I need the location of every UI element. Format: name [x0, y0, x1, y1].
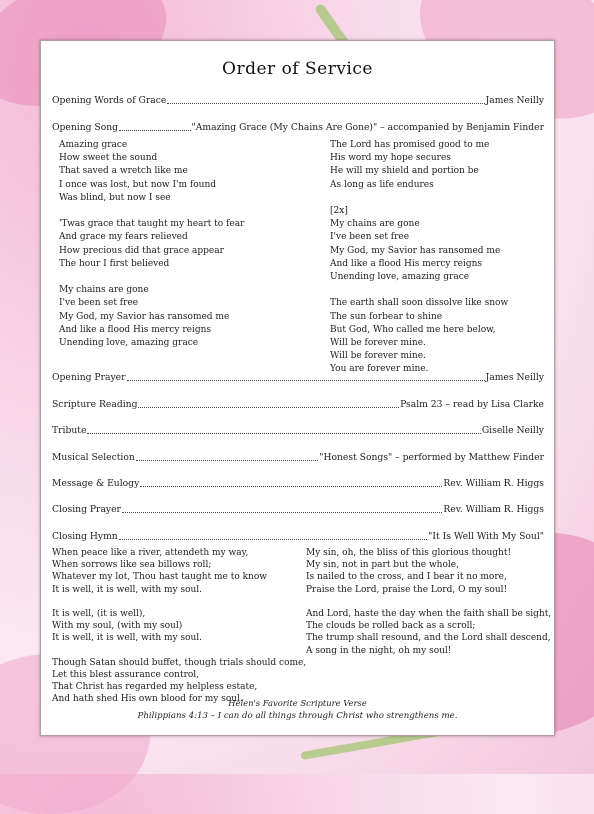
program-item-detail: James Neilly: [485, 372, 544, 383]
program-item-musical-selection: [52, 452, 544, 464]
hymn-lyrics-left: When peace like a river, attendeth my way, When sorrows like sea billows roll; Whatever my lot, Thou hast taught me to know It is well, it is well, with my soul. It is well, (it is well), With my soul, (with my soul) It is well, it is well, with my soul. Though Satan should buffet, though trials should come, Let this blest assurance control, That Christ has regarded my helpless estate, And hath shed His own blood for my soul.: [52, 548, 307, 705]
song-lyrics-right: The Lord has promised good to me His word my hope secures He will my shield and portion be As long as life endures [2x] My chains are gone I've been set free My God, my Savior has ransomed me And like a flood His mercy reigns Unending love, amazing grace The earth shall soon dissolve like snow The sun forbear to shine But God, Who called me here below, Will be forever mine. Will be forever mine. You are forever mine.: [330, 140, 509, 375]
program-item-detail: Rev. William R. Higgs: [443, 478, 544, 489]
dot-leader: [87, 433, 480, 434]
program-item-detail: Psalm 23 – read by Lisa Clarke: [400, 399, 544, 410]
program-item-detail: "Honest Songs" – performed by Matthew Finder: [319, 452, 544, 463]
program-item-scripture-reading: [52, 399, 544, 411]
dot-leader: [127, 380, 485, 381]
program-item-opening-words: [52, 95, 544, 107]
program-item-label: Closing Prayer: [52, 504, 121, 515]
program-item-closing-prayer: [52, 504, 544, 516]
program-item-label: Closing Hymn: [52, 531, 118, 542]
dot-leader: [136, 460, 318, 461]
favorite-verse: Philippians 4:13 – I can do all things through Christ who strengthens me.: [137, 711, 458, 721]
program-item-label: Musical Selection: [52, 452, 135, 463]
program-item-label: Opening Words of Grace: [52, 95, 167, 106]
dot-leader: [138, 407, 399, 408]
program-page: [40, 40, 555, 736]
program-item-detail: James Neilly: [485, 95, 544, 106]
program-item-detail: Rev. William R. Higgs: [443, 504, 544, 515]
dot-leader: [167, 103, 484, 104]
program-item-message-eulogy: [52, 478, 544, 490]
program-item-label: Message & Eulogy: [52, 478, 140, 489]
dot-leader: [140, 486, 442, 487]
program-item-detail: "Amazing Grace (My Chains Are Gone)" – accompanied by Benjamin Finder: [191, 122, 544, 133]
program-item-opening-prayer: [52, 372, 544, 384]
program-item-detail: Giselle Neilly: [481, 425, 544, 436]
program-item-label: Opening Song: [52, 122, 119, 133]
dot-leader: [119, 539, 427, 540]
favorite-verse-title: Helen's Favorite Scripture Verse: [228, 698, 367, 708]
program-item-opening-song: [52, 122, 544, 134]
hymn-lyrics-right: My sin, oh, the bliss of this glorious thought! My sin, not in part but the whole, Is nailed to the cross, and I bear it no more, Praise the Lord, praise the Lord, O my soul! And Lord, haste the day when the faith shall be sight, The clouds be rolled back as a scroll; The trump shall resound, and the Lord shall descend, A song in the night, oh my soul!: [306, 548, 552, 656]
program-item-label: Scripture Reading: [52, 399, 138, 410]
program-item-detail: "It Is Well With My Soul": [428, 531, 544, 542]
song-lyrics-left: Amazing grace How sweet the sound That saved a wretch like me I once was lost, but now I'm found Was blind, but now I see 'Twas grace that taught my heart to fear And grace my fears relieved How precious did that grace appear The hour I first believed My chains are gone I've been set free My God, my Savior has ransomed me And like a flood His mercy reigns Unending love, amazing grace: [59, 140, 245, 349]
program-item-tribute: [52, 425, 544, 437]
program-item-label: Tribute: [52, 425, 87, 436]
program-item-label: Opening Prayer: [52, 372, 126, 383]
page-title: Order of Service: [222, 59, 373, 79]
program-item-closing-hymn: [52, 531, 544, 543]
dot-leader: [119, 130, 190, 131]
dot-leader: [122, 512, 442, 513]
